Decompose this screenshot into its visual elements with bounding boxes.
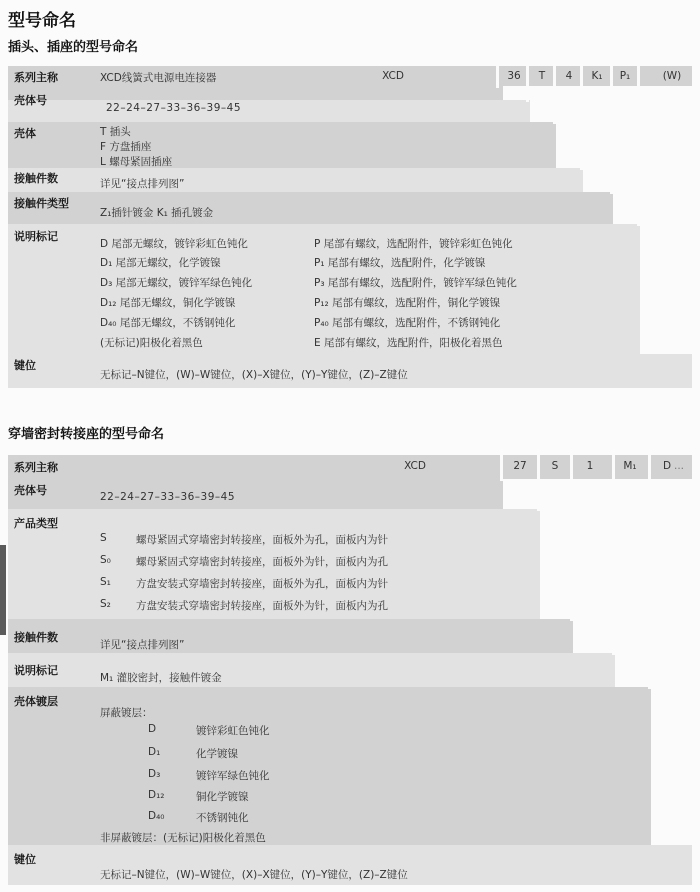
s2-step-1 [8, 479, 503, 509]
s1-code-shell: 36 [507, 70, 521, 82]
s1-note-left: D₁₂ 尾部无螺纹，铜化学镀镍 [100, 297, 236, 309]
s2-ptype-label: 产品类型 [14, 517, 58, 530]
s2-non-shield: 非屏蔽镀层：(无标记)阳极化着黑色 [100, 832, 266, 844]
page-title: 型号命名 [8, 11, 76, 31]
s1-key-value: 无标记–N键位，(W)–W键位，(X)–X键位，(Y)–Y键位，(Z)–Z键位 [100, 369, 408, 381]
s2-shield-code: D₄₀ [148, 810, 165, 822]
s1-body-item: F 方盘插座 [100, 141, 152, 153]
s1-step-5 [8, 192, 613, 224]
s2-shield-desc: 化学镀镍 [196, 748, 238, 760]
s2-step-3 [8, 619, 573, 653]
s1-body-label: 壳体 [14, 127, 36, 140]
s2-ptype-desc: 螺母紧固式穿墙密封转接座，面板外为孔，面板内为针 [136, 534, 388, 546]
s1-note-right: P₁ 尾部有螺纹，选配附件，化学镀镍 [314, 257, 486, 269]
s1-note-left: D₄₀ 尾部无螺纹，不锈钢钝化 [100, 317, 236, 329]
s2-shield-desc: 镀锌军绿色钝化 [196, 770, 270, 782]
s2-plating-label: 壳体镀层 [14, 695, 58, 708]
s1-note-right: P₃ 尾部有螺纹，选配附件，镀锌军绿色钝化 [314, 277, 517, 289]
s1-series-label: 系列主称 [14, 71, 58, 84]
s1-series-value: XCD线簧式电源电连接器 [100, 72, 217, 84]
s1-key-label: 键位 [14, 359, 36, 372]
s2-shield-desc: 镀锌彩虹色钝化 [196, 725, 270, 737]
s2-contacts-label: 接触件数 [14, 631, 58, 644]
s1-code-body: T [538, 70, 546, 82]
s2-shield-desc: 不锈钢钝化 [196, 812, 249, 824]
s2-code-xcd: XCD [404, 460, 426, 472]
s2-code-note: M₁ [623, 460, 637, 472]
s1-step-3 [8, 122, 556, 168]
s2-ptype-code: S₁ [100, 576, 111, 588]
s2-ptype-code: S₂ [100, 598, 111, 610]
section1-title: 插头、插座的型号命名 [8, 40, 139, 55]
s2-note-value: M₁ 灌胶密封，接触件镀金 [100, 672, 222, 684]
s1-code-note: P₁ [619, 70, 631, 82]
s2-key-value: 无标记–N键位，(W)–W键位，(X)–X键位，(Y)–Y键位，(Z)–Z键位 [100, 869, 408, 881]
s2-ptype-desc: 方盘安装式穿墙密封转接座，面板外为孔，面板内为针 [136, 578, 388, 590]
s1-body-item: L 螺母紧固插座 [100, 156, 173, 168]
s2-code-plating: D [662, 460, 672, 472]
page-edge-tab [0, 545, 6, 635]
s1-step-2 [8, 100, 530, 122]
s1-shell-value: 22–24–27–33–36–39–45 [106, 102, 242, 114]
s1-code-xcd: XCD [382, 70, 404, 82]
s2-shield-code: D₃ [148, 768, 161, 780]
s2-contacts-value: 详见“接点排列图” [100, 639, 185, 651]
s1-note-right: E 尾部有螺纹，选配附件，阳极化着黑色 [314, 337, 503, 349]
s1-contacts-label: 接触件数 [14, 172, 58, 185]
s2-shield-code: D₁ [148, 746, 161, 758]
s1-note-right: P₁₂ 尾部有螺纹，选配附件，铜化学镀镍 [314, 297, 501, 309]
s2-shell-label: 壳体号 [14, 484, 47, 497]
s1-note-label: 说明标记 [14, 230, 58, 243]
s2-key-label: 键位 [14, 853, 36, 866]
s1-note-left: D 尾部无螺纹，镀锌彩虹色钝化 [100, 238, 248, 250]
s1-contacts-value: 详见“接点排列图” [100, 178, 185, 190]
s1-note-left: (无标记)阳极化着黑色 [100, 337, 203, 349]
s2-shield-code: D [148, 723, 157, 735]
s2-ptype-code: S [100, 532, 107, 544]
s2-code-shell: 27 [513, 460, 527, 472]
s2-shield-desc: 铜化学镀镍 [196, 791, 249, 803]
s1-code-key: (W) [662, 70, 682, 82]
s2-series-label: 系列主称 [14, 461, 58, 474]
s2-code-ptype: S [551, 460, 559, 472]
s2-code-contacts: 1 [586, 460, 594, 472]
s1-ctype-value: Z₁插针镀金 K₁ 插孔镀金 [100, 207, 214, 219]
s1-code-contacts: 4 [565, 70, 573, 82]
s1-ctype-label: 接触件类型 [14, 197, 69, 210]
s1-note-left: D₁ 尾部无螺纹，化学镀镍 [100, 257, 221, 269]
s2-ptype-desc: 方盘安装式穿墙密封转接座，面板外为针，面板内为孔 [136, 600, 388, 612]
s2-code-key: ... [673, 460, 684, 472]
s2-shield-code: D₁₂ [148, 789, 165, 801]
s1-step-1 [8, 86, 503, 100]
s1-body-item: T 插头 [100, 126, 131, 138]
s2-ptype-desc: 螺母紧固式穿墙密封转接座，面板外为针，面板内为孔 [136, 556, 388, 568]
s2-shield-title: 屏蔽镀层： [100, 707, 153, 719]
s1-note-left: D₃ 尾部无螺纹，镀锌军绿色钝化 [100, 277, 253, 289]
s1-note-right: P₄₀ 尾部有螺纹，选配附件，不锈钢钝化 [314, 317, 501, 329]
s1-shell-label: 壳体号 [14, 94, 47, 107]
s2-note-label: 说明标记 [14, 664, 58, 677]
s2-shell-value: 22–24–27–33–36–39–45 [100, 491, 236, 503]
s1-code-ctype: K₁ [591, 70, 603, 82]
s1-note-right: P 尾部有螺纹，选配附件，镀锌彩虹色钝化 [314, 238, 513, 250]
section2-title: 穿墙密封转接座的型号命名 [8, 427, 165, 442]
s1-step-4 [8, 168, 583, 192]
s2-ptype-code: S₀ [100, 554, 111, 566]
